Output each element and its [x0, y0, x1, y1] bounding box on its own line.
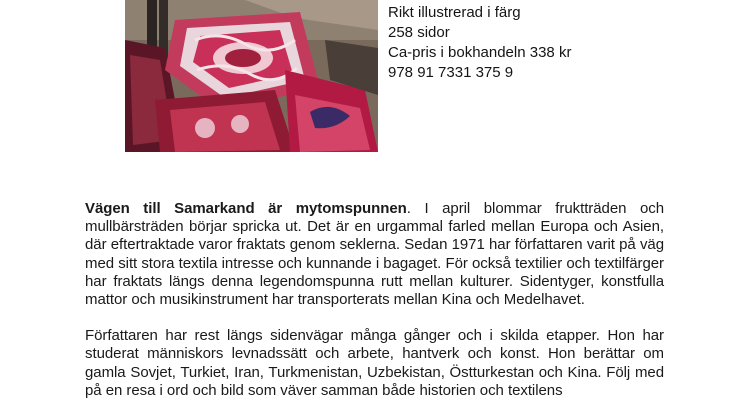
paragraph-1-body: . I april blommar fruktträden och mullbärsträden börjar spricka ut. Det är en urgammal farled mellan Europa och Asien, där eftertraktade varor fraktats genom seklerna. Sedan 1971 har författaren varit på väg med sitt stora textila intresse och kunnande i bagaget. För också textilier och textilfärger har fraktats längs denna legendomspunna rutt mellan kulturer. Sidentyger, konstfulla mattor och musikinstrument har transporterats mellan Kina och Medelhavet.: [85, 200, 664, 309]
page-count: 258 sidor: [388, 24, 450, 41]
book-description: [85, 200, 664, 418]
cover-photo-carpets: [125, 0, 378, 152]
carpet-market-image: [125, 0, 378, 152]
isbn: 978 91 7331 375 9: [388, 64, 514, 81]
illustration-note: Rikt illustrerad i färg: [388, 4, 521, 21]
retail-price: Ca-pris i bokhandeln 338 kr: [388, 44, 572, 61]
lead-phrase: Vägen till Samarkand är mytomspunnen: [85, 200, 407, 217]
paragraph-1: [85, 200, 664, 309]
book-details: [388, 3, 571, 83]
paragraph-2: Författaren har rest längs sidenvägar många gånger och i skilda etapper. Hon har studerat människors levnadssätt och arbete, hantverk och konst. Hon berättar om gamla Sovjet, Turkiet, Iran, Turkmenistan, Uzbekistan, Östturkestan och Kina. Följ med på en resa i ord och bild som väver samman både historien och textilens: [85, 327, 664, 399]
